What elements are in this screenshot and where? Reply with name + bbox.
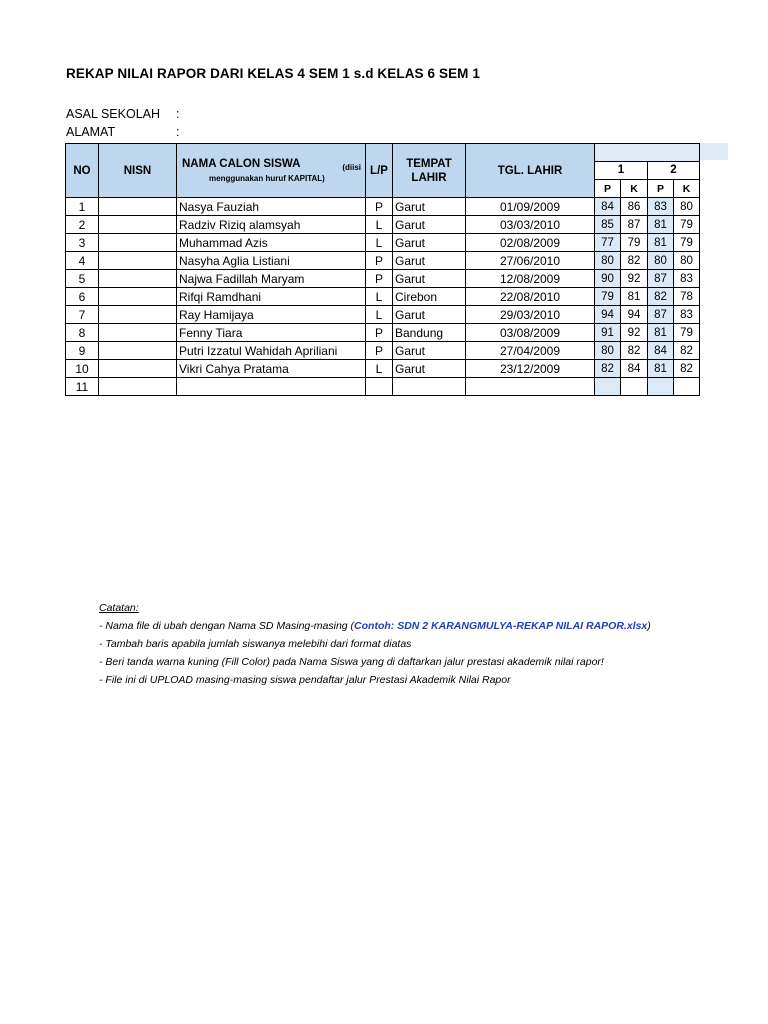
- row-sem1-k-cell: 82: [621, 252, 648, 270]
- row-gender-cell: L: [366, 288, 393, 306]
- row-sem2-p-cell: 81: [648, 324, 674, 342]
- row-nisn-cell: [99, 216, 177, 234]
- row-sem1-k-cell: 94: [621, 306, 648, 324]
- row-sem2-p-cell: 81: [648, 216, 674, 234]
- row-birthdate-cell: 01/09/2009: [466, 198, 595, 216]
- row-gender-cell: L: [366, 360, 393, 378]
- row-birthplace-cell: Garut: [393, 306, 466, 324]
- row-birthplace-cell: Garut: [393, 342, 466, 360]
- row-gender-cell: [366, 378, 393, 396]
- row-birthdate-cell: [466, 378, 595, 396]
- row-gender-cell: P: [366, 324, 393, 342]
- row-birthdate-cell: 29/03/2010: [466, 306, 595, 324]
- row-birthplace-cell: Garut: [393, 270, 466, 288]
- row-birthdate-cell: 03/08/2009: [466, 324, 595, 342]
- row-nisn-cell: [99, 342, 177, 360]
- notes-section: [99, 599, 651, 689]
- row-sem2-p-cell: 84: [648, 342, 674, 360]
- header-grades-band: [595, 144, 700, 162]
- row-sem1-k-cell: 82: [621, 342, 648, 360]
- row-no-cell: 5: [66, 270, 99, 288]
- school-origin-label: ASAL SEKOLAH: [66, 107, 161, 121]
- school-origin-colon: :: [176, 107, 180, 121]
- header-semester-2: 2: [648, 161, 700, 180]
- header-sem1-k: K: [621, 180, 648, 198]
- row-sem2-p-cell: [648, 378, 674, 396]
- row-sem2-k-cell: 78: [674, 288, 700, 306]
- row-sem2-p-cell: 82: [648, 288, 674, 306]
- table-row: [66, 252, 700, 270]
- row-gender-cell: L: [366, 216, 393, 234]
- notes-heading: Catatan:: [99, 602, 139, 614]
- row-birthplace-cell: Garut: [393, 360, 466, 378]
- row-no-cell: 11: [66, 378, 99, 396]
- header-sem2-p: P: [648, 180, 674, 198]
- note-file-name-example: Contoh: SDN 2 KARANGMULYA-REKAP NILAI RAPOR.xlsx: [354, 620, 648, 632]
- row-sem1-k-cell: 79: [621, 234, 648, 252]
- header-birthplace: TEMPAT LAHIR: [393, 144, 466, 198]
- school-origin-row: [66, 107, 179, 121]
- table-row: [66, 324, 700, 342]
- row-birthdate-cell: 23/12/2009: [466, 360, 595, 378]
- address-label: ALAMAT: [66, 125, 116, 139]
- row-birthplace-cell: Garut: [393, 234, 466, 252]
- row-sem2-k-cell: 83: [674, 306, 700, 324]
- row-sem2-k-cell: 79: [674, 234, 700, 252]
- row-name-cell: Rifqi Ramdhani: [177, 288, 366, 306]
- row-sem1-p-cell: 90: [595, 270, 621, 288]
- row-nisn-cell: [99, 234, 177, 252]
- row-sem2-k-cell: [674, 378, 700, 396]
- row-nisn-cell: [99, 360, 177, 378]
- row-sem1-p-cell: 80: [595, 252, 621, 270]
- row-sem2-p-cell: 80: [648, 252, 674, 270]
- row-name-cell: Nasya Fauziah: [177, 198, 366, 216]
- row-gender-cell: L: [366, 306, 393, 324]
- row-sem2-k-cell: 82: [674, 360, 700, 378]
- row-no-cell: 8: [66, 324, 99, 342]
- document-title: REKAP NILAI RAPOR DARI KELAS 4 SEM 1 s.d KELAS 6 SEM 1: [66, 66, 480, 81]
- row-name-cell: Radziv Riziq alamsyah: [177, 216, 366, 234]
- address-row: [66, 125, 179, 139]
- row-no-cell: 2: [66, 216, 99, 234]
- header-student-name: [177, 144, 366, 198]
- table-row: [66, 234, 700, 252]
- sheet-header-extension: [699, 143, 728, 160]
- row-sem1-k-cell: 81: [621, 288, 648, 306]
- row-sem2-k-cell: 80: [674, 198, 700, 216]
- header-nisn: NISN: [99, 144, 177, 198]
- row-sem1-p-cell: 91: [595, 324, 621, 342]
- row-name-cell: Putri Izzatul Wahidah Apriliani: [177, 342, 366, 360]
- row-nisn-cell: [99, 198, 177, 216]
- row-sem1-p-cell: [595, 378, 621, 396]
- row-sem1-p-cell: 94: [595, 306, 621, 324]
- row-sem2-k-cell: 79: [674, 216, 700, 234]
- row-nisn-cell: [99, 288, 177, 306]
- header-sem2-k: K: [674, 180, 700, 198]
- row-gender-cell: P: [366, 270, 393, 288]
- row-sem2-k-cell: 79: [674, 324, 700, 342]
- row-sem2-k-cell: 80: [674, 252, 700, 270]
- row-sem1-k-cell: 92: [621, 270, 648, 288]
- row-sem1-p-cell: 85: [595, 216, 621, 234]
- header-sem1-p: P: [595, 180, 621, 198]
- row-birthdate-cell: 27/04/2009: [466, 342, 595, 360]
- table-row: [66, 306, 700, 324]
- row-birthdate-cell: 03/03/2010: [466, 216, 595, 234]
- row-sem1-p-cell: 77: [595, 234, 621, 252]
- note-yellow-mark: - Beri tanda warna kuning (Fill Color) pada Nama Siswa yang di daftarkan jalur prestasi akademik nilai rapor!: [99, 656, 604, 668]
- address-colon: :: [176, 125, 180, 139]
- row-gender-cell: P: [366, 198, 393, 216]
- row-sem2-k-cell: 82: [674, 342, 700, 360]
- row-sem1-k-cell: 84: [621, 360, 648, 378]
- note-add-rows: - Tambah baris apabila jumlah siswanya melebihi dari format diatas: [99, 638, 412, 650]
- row-sem2-p-cell: 87: [648, 270, 674, 288]
- row-birthdate-cell: 22/08/2010: [466, 288, 595, 306]
- row-no-cell: 1: [66, 198, 99, 216]
- header-no: NO: [66, 144, 99, 198]
- row-nisn-cell: [99, 324, 177, 342]
- row-sem2-p-cell: 81: [648, 234, 674, 252]
- note-upload: - File ini di UPLOAD masing-masing siswa pendaftar jalur Prestasi Akademik Nilai Rapor: [99, 674, 511, 686]
- row-no-cell: 10: [66, 360, 99, 378]
- note-file-name-suffix: ): [647, 620, 651, 632]
- row-sem2-p-cell: 87: [648, 306, 674, 324]
- row-sem1-k-cell: 86: [621, 198, 648, 216]
- row-nisn-cell: [99, 252, 177, 270]
- row-birthdate-cell: 02/08/2009: [466, 234, 595, 252]
- row-no-cell: 6: [66, 288, 99, 306]
- row-nisn-cell: [99, 306, 177, 324]
- row-sem2-p-cell: 81: [648, 360, 674, 378]
- note-file-name-prefix: - Nama file di ubah dengan Nama SD Masing-masing (: [99, 620, 355, 632]
- table-row: [66, 378, 700, 396]
- row-gender-cell: L: [366, 234, 393, 252]
- header-student-name-label: NAMA CALON SISWA: [182, 158, 301, 170]
- row-nisn-cell: [99, 378, 177, 396]
- row-birthplace-cell: [393, 378, 466, 396]
- header-gender: L/P: [366, 144, 393, 198]
- row-birthplace-cell: Garut: [393, 198, 466, 216]
- table-row: [66, 270, 700, 288]
- table-row: [66, 288, 700, 306]
- row-birthplace-cell: Garut: [393, 216, 466, 234]
- row-birthplace-cell: Cirebon: [393, 288, 466, 306]
- row-name-cell: Nasyha Aglia Listiani: [177, 252, 366, 270]
- note-file-name: [99, 617, 651, 635]
- header-student-name-note-1: (diisi: [342, 163, 361, 172]
- row-birthdate-cell: 12/08/2009: [466, 270, 595, 288]
- row-sem1-k-cell: [621, 378, 648, 396]
- row-gender-cell: P: [366, 342, 393, 360]
- grades-table: [65, 143, 700, 396]
- row-sem1-p-cell: 79: [595, 288, 621, 306]
- table-row: [66, 342, 700, 360]
- row-name-cell: [177, 378, 366, 396]
- row-name-cell: Ray Hamijaya: [177, 306, 366, 324]
- row-birthdate-cell: 27/06/2010: [466, 252, 595, 270]
- row-birthplace-cell: Bandung: [393, 324, 466, 342]
- row-no-cell: 3: [66, 234, 99, 252]
- table-row: [66, 198, 700, 216]
- row-nisn-cell: [99, 270, 177, 288]
- row-name-cell: Fenny Tiara: [177, 324, 366, 342]
- row-name-cell: Muhammad Azis: [177, 234, 366, 252]
- table-row: [66, 216, 700, 234]
- row-sem1-p-cell: 82: [595, 360, 621, 378]
- row-name-cell: Najwa Fadillah Maryam: [177, 270, 366, 288]
- row-no-cell: 7: [66, 306, 99, 324]
- table-row: [66, 360, 700, 378]
- row-sem2-p-cell: 83: [648, 198, 674, 216]
- row-no-cell: 4: [66, 252, 99, 270]
- row-name-cell: Vikri Cahya Pratama: [177, 360, 366, 378]
- header-birthdate: TGL. LAHIR: [466, 144, 595, 198]
- row-sem1-k-cell: 92: [621, 324, 648, 342]
- row-gender-cell: P: [366, 252, 393, 270]
- row-sem1-k-cell: 87: [621, 216, 648, 234]
- row-birthplace-cell: Garut: [393, 252, 466, 270]
- row-no-cell: 9: [66, 342, 99, 360]
- row-sem1-p-cell: 84: [595, 198, 621, 216]
- header-semester-1: 1: [595, 161, 648, 180]
- row-sem2-k-cell: 83: [674, 270, 700, 288]
- header-student-name-note-2: menggunakan huruf KAPITAL): [209, 174, 325, 183]
- row-sem1-p-cell: 80: [595, 342, 621, 360]
